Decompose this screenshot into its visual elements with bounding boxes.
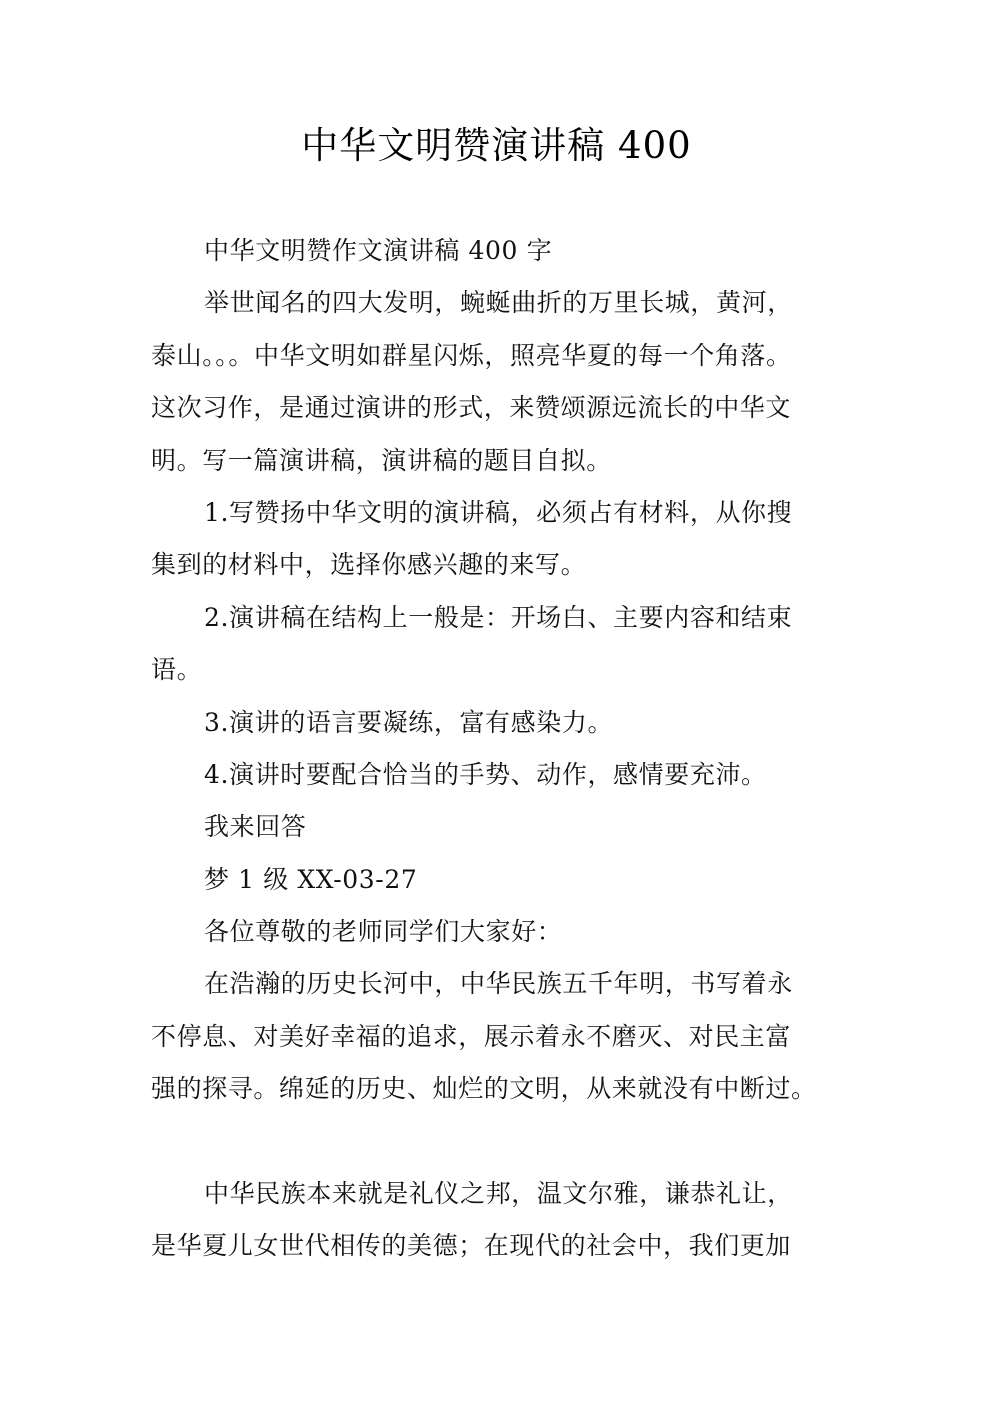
text-line: 各位尊敬的老师同学们大家好：	[204, 917, 563, 947]
paragraph-answer-label	[151, 801, 841, 853]
text-line: 集到的材料中，选择你感兴趣的来写。	[151, 550, 587, 580]
text-line: 4.演讲时要配合恰当的手势、动作，感情要充沛。	[204, 759, 767, 789]
text-line: 举世闻名的四大发明，蜿蜒曲折的万里长城，黄河，	[204, 288, 793, 318]
paragraph-requirement-1	[151, 487, 841, 592]
paragraph-requirement-3	[151, 697, 841, 749]
paragraph-subtitle	[151, 225, 841, 277]
text-line: 泰山。。。中华文明如群星闪烁，照亮华夏的每一个角落。	[151, 340, 792, 370]
text-line: 是华夏儿女世代相传的美德；在现代的社会中，我们更加	[151, 1231, 792, 1261]
text-line: 在浩瀚的历史长河中，中华民族五千年明，书写着永	[204, 969, 793, 999]
text-line: 强的探寻。绵延的历史、灿烂的文明，从来就没有中断过。	[151, 1074, 817, 1104]
text-line: 1.写赞扬中华文明的演讲稿，必须占有材料，从你搜	[204, 497, 793, 527]
paragraph-history	[151, 958, 841, 1115]
paragraph-greeting	[151, 906, 841, 958]
text-line: 不停息、对美好幸福的追求，展示着永不磨灭、对民主富	[151, 1021, 792, 1051]
text-line: 中华文明赞作文演讲稿 400 字	[204, 236, 553, 265]
document-body	[151, 225, 841, 1273]
text-line: 明。写一篇演讲稿，演讲稿的题目自拟。	[151, 445, 612, 475]
text-line: 语。	[151, 655, 203, 685]
paragraph-intro	[151, 277, 841, 487]
text-line: 这次习作，是通过演讲的形式，来赞颂源远流长的中华文	[151, 393, 792, 423]
document-title: 中华文明赞演讲稿 400	[301, 124, 692, 167]
blank-line	[151, 1116, 841, 1168]
text-line: 3.演讲的语言要凝练，富有感染力。	[204, 707, 614, 737]
text-line: 梦 1 级 XX-03-27	[204, 864, 418, 894]
paragraph-author-date	[151, 854, 841, 906]
paragraph-etiquette	[151, 1168, 841, 1273]
text-line: 我来回答	[204, 812, 307, 842]
text-line: 2.演讲稿在结构上一般是：开场白、主要内容和结束	[204, 602, 793, 632]
paragraph-requirement-2	[151, 592, 841, 697]
paragraph-requirement-4	[151, 749, 841, 801]
text-line: 中华民族本来就是礼仪之邦，温文尔雅，谦恭礼让，	[204, 1179, 793, 1209]
